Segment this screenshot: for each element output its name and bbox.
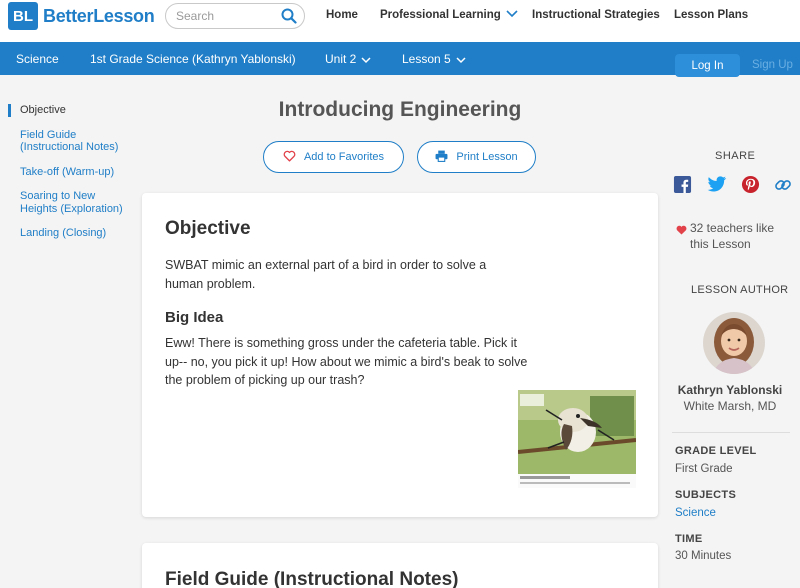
- chevron-down-icon: [361, 53, 371, 67]
- search-icon[interactable]: [281, 8, 297, 29]
- sidebar-item-take-off[interactable]: Take-off (Warm-up): [20, 165, 115, 178]
- pinterest-icon[interactable]: [741, 175, 760, 199]
- nav-lesson-plans[interactable]: Lesson Plans: [674, 9, 749, 21]
- time-value: 30 Minutes: [675, 550, 732, 562]
- time-heading: TIME: [675, 533, 703, 545]
- page-title: Introducing Engineering: [278, 98, 522, 121]
- breadcrumb-unit[interactable]: [325, 52, 371, 67]
- facebook-icon[interactable]: [673, 175, 692, 199]
- sidebar-item-objective[interactable]: Objective: [8, 104, 133, 117]
- field-guide-heading: Field Guide (Instructional Notes): [165, 569, 459, 588]
- objective-text: SWBAT mimic an external part of a bird in order to solve a human problem.: [165, 258, 487, 291]
- kookaburra-adaptations-image[interactable]: [518, 390, 636, 488]
- sidebar-item-soaring[interactable]: Soaring to New Heights (Exploration): [20, 190, 123, 215]
- likes-count: [676, 221, 791, 252]
- twitter-icon[interactable]: [706, 175, 727, 199]
- login-button[interactable]: Log In: [675, 54, 740, 77]
- field-guide-card: [142, 543, 658, 588]
- betterlesson-logo[interactable]: [8, 2, 154, 30]
- top-header: [0, 0, 800, 42]
- author-location: White Marsh, MD: [683, 399, 777, 413]
- search-input[interactable]: [176, 9, 281, 23]
- heart-icon: [676, 224, 687, 240]
- logo-text: BetterLesson: [43, 5, 155, 26]
- print-lesson-button[interactable]: [417, 141, 536, 173]
- print-label: Print Lesson: [456, 151, 518, 163]
- objective-card: [142, 193, 658, 517]
- nav-professional-learning[interactable]: [380, 9, 518, 21]
- printer-icon: [435, 150, 448, 165]
- author-name[interactable]: Kathryn Yablonski: [677, 383, 783, 397]
- breadcrumb-science[interactable]: Science: [16, 52, 59, 66]
- chevron-down-icon: [506, 9, 518, 21]
- breadcrumb-unit-label: Unit 2: [325, 52, 357, 66]
- nav-instructional-strategies[interactable]: Instructional Strategies: [532, 9, 660, 21]
- divider: [672, 432, 790, 433]
- add-to-favorites-button[interactable]: [263, 141, 404, 173]
- breadcrumb-lesson[interactable]: [402, 52, 466, 67]
- sidebar-item-field-guide[interactable]: Field Guide (Instructional Notes): [20, 128, 119, 153]
- avatar[interactable]: [703, 312, 765, 374]
- subjects-link[interactable]: Science: [675, 507, 716, 519]
- likes-text: 32 teachers like this Lesson: [690, 221, 775, 251]
- sidebar-item-landing[interactable]: Landing (Closing): [20, 227, 107, 239]
- lesson-section-nav: [8, 104, 133, 252]
- big-idea-text: Eww! There is something gross under the cafeteria table. Pick it up-- no, you pick it up! How about we mimic a bird's beak to solve the problem of picking up our trash?: [165, 336, 528, 387]
- lesson-author-heading: LESSON AUTHOR: [691, 284, 789, 296]
- nav-home[interactable]: Home: [326, 9, 358, 21]
- logo-badge: BL: [8, 2, 38, 30]
- breadcrumb-course[interactable]: 1st Grade Science (Kathryn Yablonski): [90, 52, 296, 66]
- objective-heading: Objective: [165, 218, 251, 239]
- grade-level-value: First Grade: [675, 463, 733, 475]
- signup-link[interactable]: Sign Up: [752, 59, 793, 71]
- subjects-heading: SUBJECTS: [675, 489, 737, 501]
- breadcrumb-bar: [0, 42, 800, 75]
- chevron-down-icon: [456, 53, 466, 67]
- search-box: [165, 3, 305, 29]
- big-idea-heading: Big Idea: [165, 309, 224, 326]
- share-heading: SHARE: [715, 150, 756, 162]
- grade-level-heading: GRADE LEVEL: [675, 445, 757, 457]
- favorite-label: Add to Favorites: [303, 151, 385, 163]
- link-icon[interactable]: [773, 175, 793, 200]
- nav-professional-learning-label: Professional Learning: [380, 9, 501, 22]
- breadcrumb-lesson-label: Lesson 5: [402, 52, 451, 66]
- heart-icon: [283, 150, 296, 165]
